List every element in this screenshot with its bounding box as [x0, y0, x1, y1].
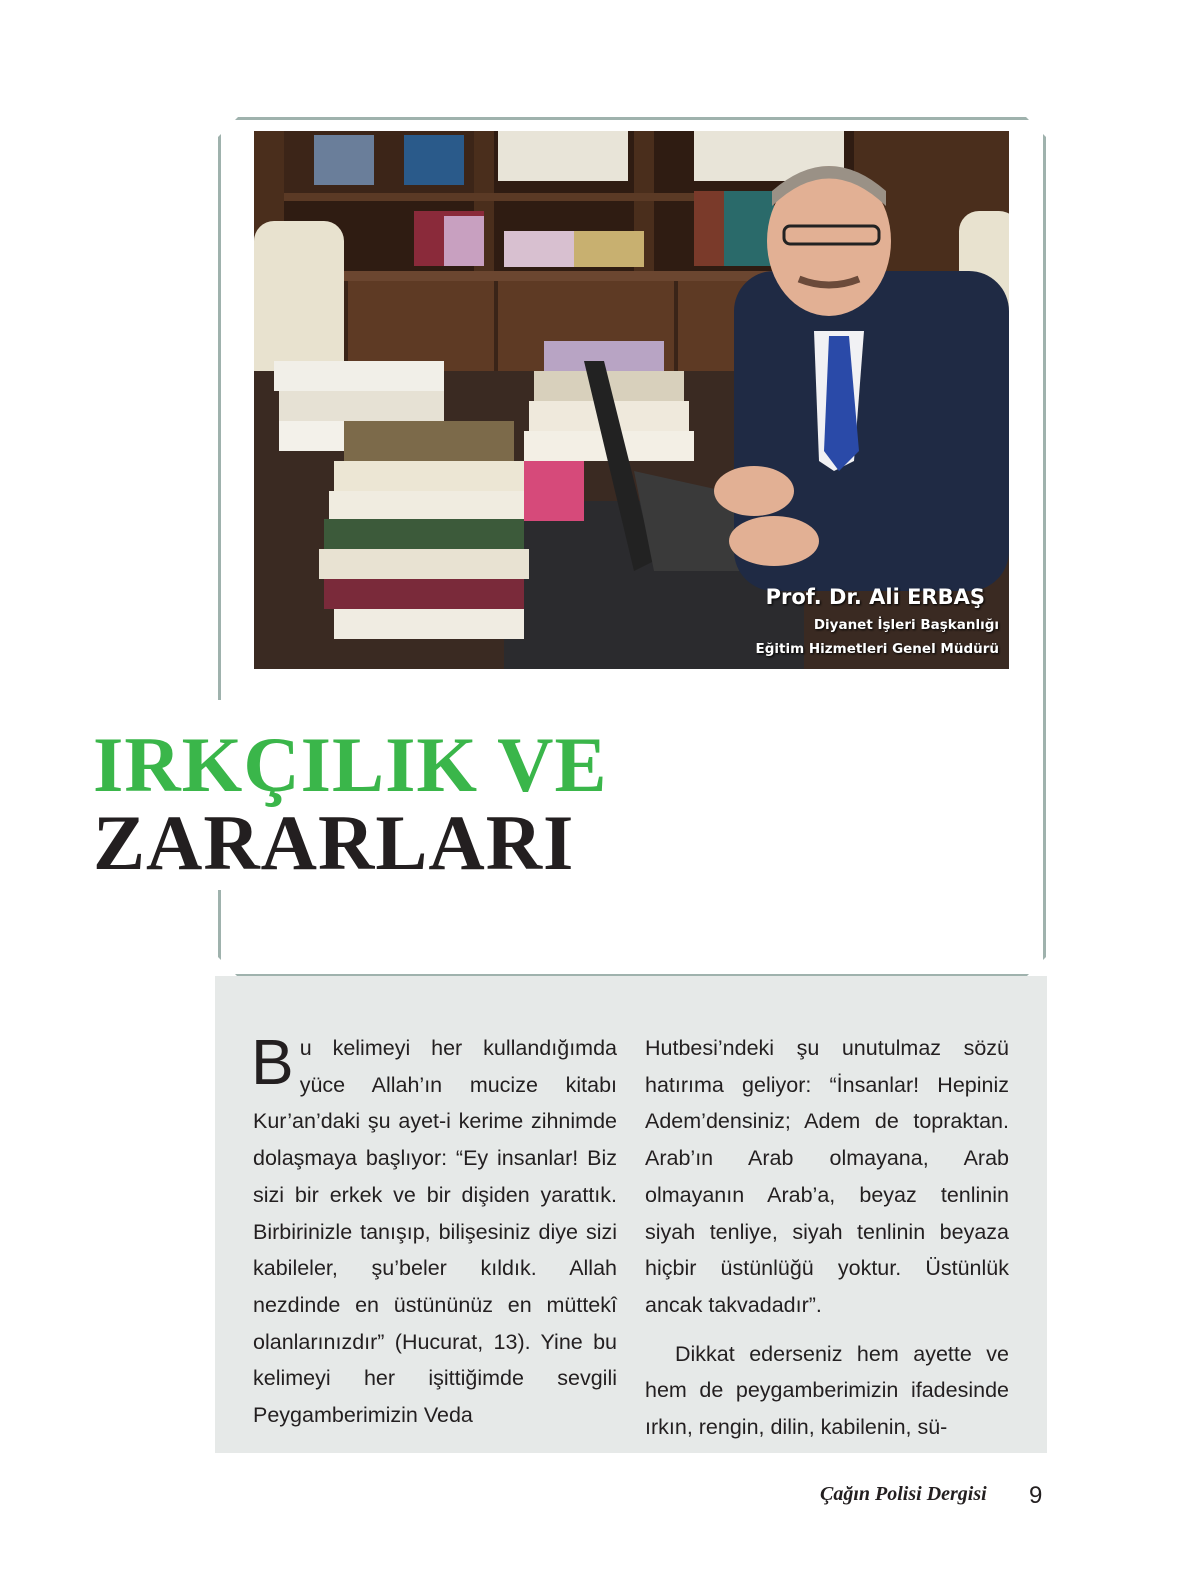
- drop-cap: B: [251, 1026, 294, 1098]
- article-column-2: [645, 1030, 1009, 1446]
- photo-caption-title: Diyanet İşleri Başkanlığı: [813, 617, 999, 633]
- article-paragraph-1: [251, 1026, 617, 1434]
- paragraph-1-text: u kelimeyi her kullandığımda yüce Allah’ın mucize kitabı Kur’an’daki şu ayet-i kerime zihnimde dolaşmaya başlıyor: “Ey insanlar! Biz sizi bir erkek ve bir dişiden yarattık. Birbirinizle tanışıp, bilişesiniz diye sizi kabileler, şu’beler kıldık. Allah nezdinde en üstününüz en müttekî olanlarınızdır” (Hucurat, 13). Yine bu kelimeyi her işittiğimde sevgili Peygamberimizin Veda: [253, 1036, 617, 1428]
- article-paragraph-3: Dikkat ederseniz hem ayette ve hem de peygamberimizin ifadesinde ırkın, rengin, dilin, kabilenin, sü-: [645, 1341, 1009, 1440]
- magazine-name: Çağın Polisi Dergisi: [820, 1483, 987, 1505]
- article-title: [93, 721, 608, 886]
- author-photo: [254, 131, 1009, 669]
- title-line-2: ZARARLARI: [93, 799, 575, 886]
- title-line-1: IRKÇILIK VE: [93, 721, 608, 808]
- photo-caption-name: Prof. Dr. Ali ERBAŞ: [765, 585, 985, 609]
- article-paragraph-2: Hutbesi’ndeki şu unutulmaz sözü hatırıma geliyor: “İnsanlar! Hepiniz Adem’densiniz; Adem de topraktan. Arab’ın Arab olmayana, Arab olmayanın Arab’a, beyaz tenlinin siyah tenliye, siyah tenlinin beyaza hiçbir üstünlüğü yoktur. Üstünlük ancak takvadadır”.: [645, 1036, 1009, 1317]
- article-column-1: [251, 1026, 617, 1434]
- photo-caption-position: Eğitim Hizmetleri Genel Müdürü: [755, 641, 999, 657]
- page-number: 9: [1029, 1482, 1043, 1509]
